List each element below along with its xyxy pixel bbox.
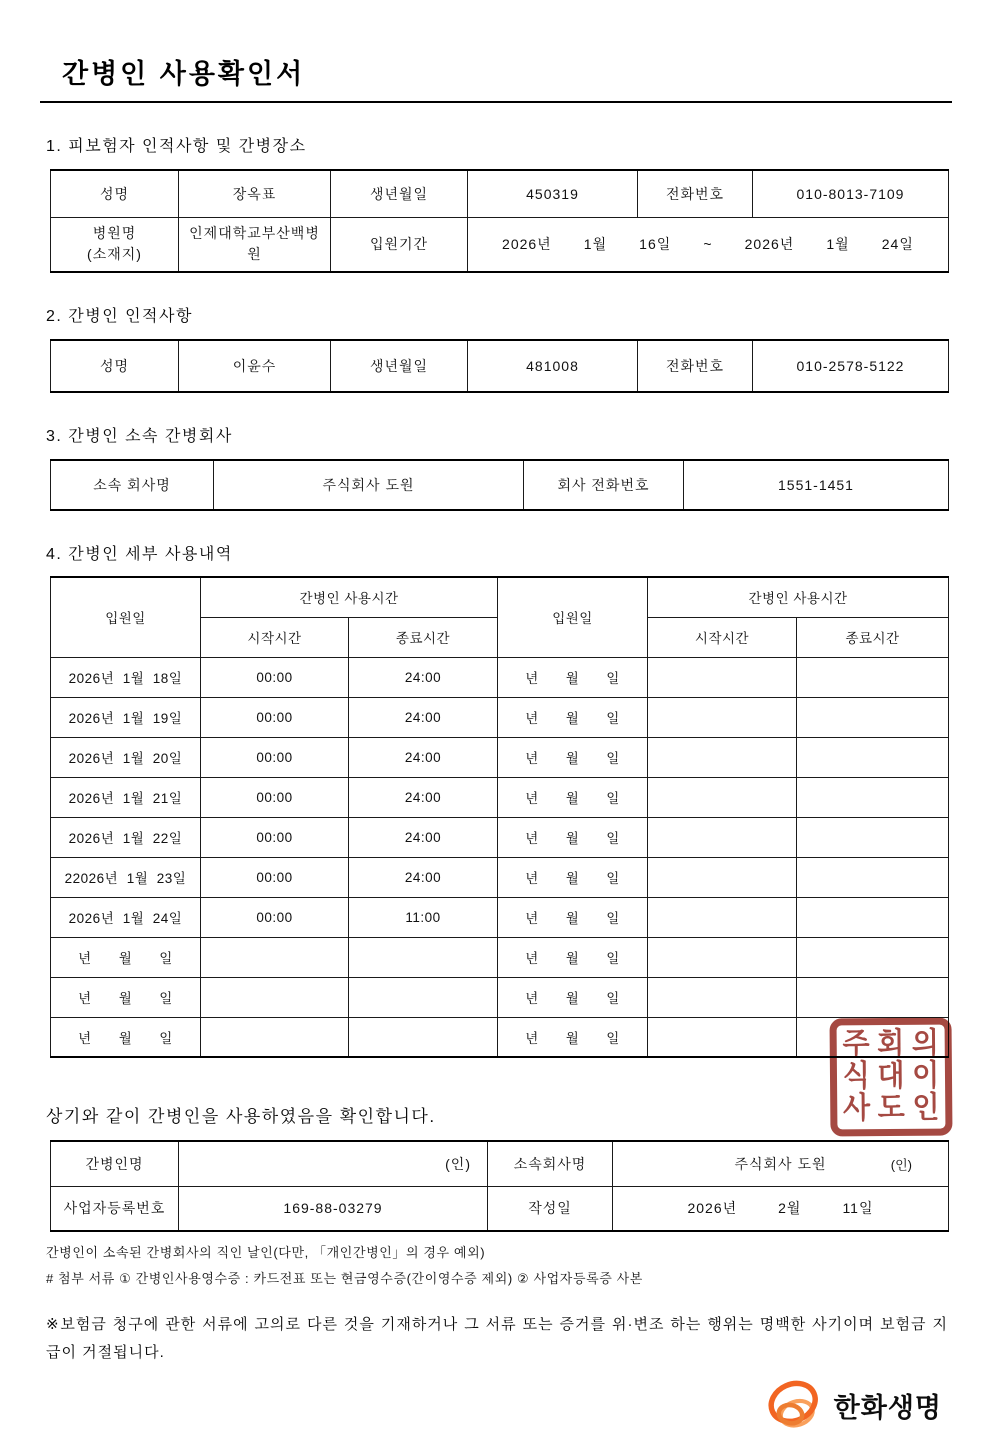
caregiver-sign-label: 간병인명	[51, 1141, 179, 1186]
period-tilde: ~	[703, 236, 713, 253]
company-logo-block	[50, 1379, 948, 1433]
start-time-cell	[648, 977, 797, 1017]
end-time-cell	[349, 937, 498, 977]
caregiver-phone-value: 010-2578-5122	[753, 340, 949, 392]
care-usage-tbody	[51, 657, 949, 1062]
care-usage-row	[51, 777, 949, 817]
admission-date-cell: 2026년 1월 19일	[51, 697, 201, 737]
care-usage-row	[51, 937, 949, 977]
sign-company-value: 주식회사 도원	[734, 1155, 827, 1172]
biz-reg-value: 169-88-03279	[179, 1186, 488, 1231]
admission-date-cell: 2026년 1월 21일	[51, 777, 201, 817]
admission-period-value	[468, 217, 949, 272]
period-from-day: 16일	[639, 236, 672, 253]
seal-character: 회	[877, 1027, 905, 1062]
care-usage-row	[51, 657, 949, 697]
admission-date-cell	[51, 1017, 201, 1057]
usage-col-end-left: 종료시간	[349, 617, 498, 657]
start-time-cell	[201, 937, 349, 977]
end-time-cell	[797, 817, 949, 857]
ymd-placeholder: 월	[565, 711, 580, 726]
ymd-placeholder: 년	[525, 831, 539, 846]
end-time-cell: 24:00	[349, 777, 498, 817]
section2-heading: 2. 간병인 인적사항	[46, 308, 193, 325]
company-seal-placeholder: (인)	[890, 1157, 912, 1173]
seal-character: 사	[842, 1091, 871, 1126]
hospital-label-line1: 병원명	[92, 225, 137, 242]
end-time-cell	[797, 777, 949, 817]
caregiver-birth-value: 481008	[468, 340, 638, 392]
written-date-label: 작성일	[488, 1186, 613, 1231]
admission-date-cell	[498, 777, 648, 817]
company-phone-value: 1551-1451	[684, 460, 949, 510]
admission-date-cell: 22026년 1월 23일	[51, 857, 201, 897]
signature-row-1	[51, 1141, 949, 1186]
usage-col-group-right: 간병인 사용시간	[648, 577, 949, 617]
ymd-placeholder: 년	[525, 791, 539, 806]
end-time-cell	[797, 737, 949, 777]
ymd-placeholder: 년	[525, 911, 539, 926]
ymd-placeholder: 일	[159, 991, 173, 1006]
period-to-day: 24일	[881, 236, 914, 253]
seal-character: 도	[877, 1091, 905, 1126]
ymd-placeholder: 월	[118, 991, 133, 1006]
end-time-cell: 24:00	[349, 697, 498, 737]
usage-col-date-left: 입원일	[51, 577, 201, 657]
logo-wordmark: 한화생명	[833, 1393, 942, 1423]
section4-heading: 4. 간병인 세부 사용내역	[46, 546, 233, 563]
insured-row	[51, 170, 949, 217]
insured-phone-value: 010-8013-7109	[753, 170, 949, 217]
start-time-cell	[648, 817, 797, 857]
ymd-placeholder: 일	[159, 1030, 173, 1046]
ymd-placeholder: 일	[606, 831, 620, 846]
ymd-placeholder: 일	[606, 671, 620, 686]
insured-birth-value: 450319	[468, 170, 638, 217]
seal-character: 의	[911, 1027, 940, 1062]
title-divider	[40, 101, 952, 103]
start-time-cell: 00:00	[201, 857, 349, 897]
caregiver-name-label: 성명	[51, 340, 179, 392]
care-usage-row	[51, 817, 949, 857]
period-to-year: 2026년	[744, 236, 795, 253]
hospital-label-line2: (소재지)	[87, 246, 142, 263]
ymd-placeholder: 년	[525, 871, 539, 886]
hospital-row	[51, 217, 949, 272]
start-time-cell: 00:00	[201, 817, 349, 857]
footnote-seal-rule: 간병인이 소속된 간병회사의 직인 날인(다만, 「개인간병인」의 경우 예외)	[46, 1245, 486, 1260]
caregiver-row	[51, 340, 949, 392]
period-to-month: 1월	[826, 236, 850, 253]
ymd-placeholder: 월	[565, 871, 580, 886]
ymd-placeholder: 년	[525, 991, 539, 1006]
end-time-cell	[349, 1017, 498, 1057]
end-time-cell	[797, 697, 949, 737]
insured-phone-label: 전화번호	[638, 170, 753, 217]
start-time-cell: 00:00	[201, 897, 349, 937]
confirmation-sentence: 상기와 같이 간병인을 사용하였음을 확인합니다.	[46, 1107, 436, 1126]
start-time-cell: 00:00	[201, 697, 349, 737]
usage-col-start-right: 시작시간	[648, 617, 797, 657]
sign-company-cell	[613, 1141, 949, 1186]
start-time-cell: 00:00	[201, 777, 349, 817]
caregiver-phone-label: 전화번호	[638, 340, 753, 392]
caregiver-sign-cell: (인)	[179, 1141, 488, 1186]
company-name-value: 주식회사 도원	[214, 460, 524, 510]
company-phone-label: 회사 전화번호	[524, 460, 684, 510]
admission-date-cell	[498, 657, 648, 697]
usage-col-date-right: 입원일	[498, 577, 648, 657]
page-title: 간병인 사용확인서	[62, 59, 306, 89]
seal-character: 이	[911, 1059, 940, 1094]
period-from-month: 1월	[583, 236, 608, 253]
end-time-cell: 24:00	[349, 657, 498, 697]
start-time-cell	[648, 697, 797, 737]
ymd-placeholder: 월	[565, 751, 580, 766]
ymd-placeholder: 년	[525, 671, 539, 686]
start-time-cell	[648, 1017, 797, 1057]
ymd-placeholder: 월	[565, 991, 580, 1006]
start-time-cell	[648, 937, 797, 977]
ymd-placeholder: 월	[118, 951, 133, 966]
admission-date-cell: 2026년 1월 18일	[51, 657, 201, 697]
end-time-cell	[797, 897, 949, 937]
ymd-placeholder: 년	[525, 951, 539, 966]
start-time-cell	[648, 737, 797, 777]
end-time-cell	[797, 977, 949, 1017]
ymd-placeholder: 월	[118, 1030, 133, 1046]
caregiver-birth-label: 생년월일	[331, 340, 468, 392]
care-usage-thead	[51, 577, 949, 657]
admission-date-cell	[498, 817, 648, 857]
usage-col-group-left: 간병인 사용시간	[201, 577, 498, 617]
ymd-placeholder: 년	[525, 1030, 539, 1046]
care-usage-table	[50, 576, 949, 1062]
start-time-cell	[201, 977, 349, 1017]
end-time-cell	[797, 937, 949, 977]
seal-character: 대	[877, 1059, 905, 1094]
ymd-placeholder: 일	[606, 951, 620, 966]
ymd-placeholder: 월	[565, 671, 580, 686]
hospital-name-value: 인제대학교부산백병원	[179, 217, 331, 272]
care-usage-row	[51, 1017, 949, 1057]
written-date-year: 2026년	[687, 1200, 738, 1217]
end-time-cell: 24:00	[349, 737, 498, 777]
admission-date-cell	[498, 977, 648, 1017]
sign-company-label: 소속회사명	[488, 1141, 613, 1186]
insured-birth-label: 생년월일	[331, 170, 468, 217]
ymd-placeholder: 월	[565, 831, 580, 846]
start-time-cell: 00:00	[201, 657, 349, 697]
usage-col-start-left: 시작시간	[201, 617, 349, 657]
ymd-placeholder: 일	[606, 751, 620, 766]
start-time-cell	[648, 777, 797, 817]
care-usage-row	[51, 857, 949, 897]
end-time-cell: 24:00	[349, 817, 498, 857]
seal-character: 인	[912, 1091, 940, 1126]
ymd-placeholder: 일	[606, 991, 620, 1006]
ymd-placeholder: 월	[565, 1030, 580, 1046]
start-time-cell	[648, 657, 797, 697]
ymd-placeholder: 년	[78, 1030, 92, 1046]
ymd-placeholder: 일	[606, 1030, 620, 1046]
ymd-placeholder: 년	[525, 711, 539, 726]
footnote-attachments: # 첨부 서류 ① 간병인사용영수증 : 카드전표 또는 현금영수증(간이영수증 제외) ② 사업자등록증 사본	[46, 1271, 643, 1286]
company-name-label: 소속 회사명	[51, 460, 214, 510]
section3-heading: 3. 간병인 소속 간병회사	[46, 428, 233, 445]
written-date-day: 11일	[842, 1200, 874, 1217]
start-time-cell	[201, 1017, 349, 1057]
ymd-placeholder: 년	[525, 751, 539, 766]
seal-character: 주	[842, 1027, 870, 1062]
company-row	[51, 460, 949, 510]
end-time-cell: 11:00	[349, 897, 498, 937]
period-from-year: 2026년	[502, 236, 552, 253]
care-usage-row	[51, 697, 949, 737]
admission-date-cell	[498, 897, 648, 937]
insured-info-table	[50, 169, 949, 273]
end-time-cell	[349, 977, 498, 1017]
ymd-placeholder: 월	[565, 911, 580, 926]
caregiver-info-table	[50, 339, 949, 393]
admission-date-cell	[51, 977, 201, 1017]
company-seal-stamp	[829, 1017, 952, 1136]
start-time-cell: 00:00	[201, 737, 349, 777]
admission-period-label: 입원기간	[331, 217, 468, 272]
usage-header-row-1	[51, 577, 949, 617]
admission-date-cell: 2026년 1월 24일	[51, 897, 201, 937]
ymd-placeholder: 일	[159, 951, 173, 966]
ymd-placeholder: 일	[606, 711, 620, 726]
caregiver-name-value: 이윤수	[179, 340, 331, 392]
ymd-placeholder: 년	[78, 951, 92, 966]
admission-date-cell	[498, 1017, 648, 1057]
written-date-value	[613, 1186, 949, 1231]
care-usage-row	[51, 737, 949, 777]
care-usage-row	[51, 977, 949, 1017]
ymd-placeholder: 일	[606, 791, 620, 806]
section1-heading: 1. 피보험자 인적사항 및 간병장소	[46, 138, 307, 155]
admission-date-cell	[498, 737, 648, 777]
admission-date-cell	[498, 937, 648, 977]
ymd-placeholder: 일	[606, 871, 620, 886]
start-time-cell	[648, 897, 797, 937]
ymd-placeholder: 월	[565, 791, 580, 806]
hospital-label	[51, 217, 179, 272]
admission-date-cell: 2026년 1월 20일	[51, 737, 201, 777]
admission-date-cell	[498, 857, 648, 897]
end-time-cell	[797, 657, 949, 697]
written-date-month: 2월	[778, 1200, 802, 1217]
insured-name-value: 장옥표	[179, 170, 331, 217]
usage-col-end-right: 종료시간	[797, 617, 949, 657]
biz-reg-label: 사업자등록번호	[51, 1186, 179, 1231]
insured-name-label: 성명	[51, 170, 179, 217]
start-time-cell	[648, 857, 797, 897]
ymd-placeholder: 년	[78, 991, 92, 1006]
admission-date-cell	[498, 697, 648, 737]
admission-date-cell	[51, 937, 201, 977]
signature-table	[50, 1140, 949, 1232]
admission-date-cell: 2026년 1월 22일	[51, 817, 201, 857]
ymd-placeholder: 일	[606, 911, 620, 926]
end-time-cell: 24:00	[349, 857, 498, 897]
fraud-warning-text: ※보험금 청구에 관한 서류에 고의로 다른 것을 기재하거나 그 서류 또는 증거를 위·변조 하는 행위는 명백한 사기이며 보험금 지급이 거절됩니다.	[46, 1316, 948, 1361]
end-time-cell	[797, 857, 949, 897]
care-usage-row	[51, 897, 949, 937]
signature-row-2	[51, 1186, 949, 1231]
care-company-table	[50, 459, 949, 511]
hanwha-circles-icon	[766, 1379, 824, 1433]
seal-character: 식	[842, 1059, 871, 1094]
ymd-placeholder: 월	[565, 951, 580, 966]
